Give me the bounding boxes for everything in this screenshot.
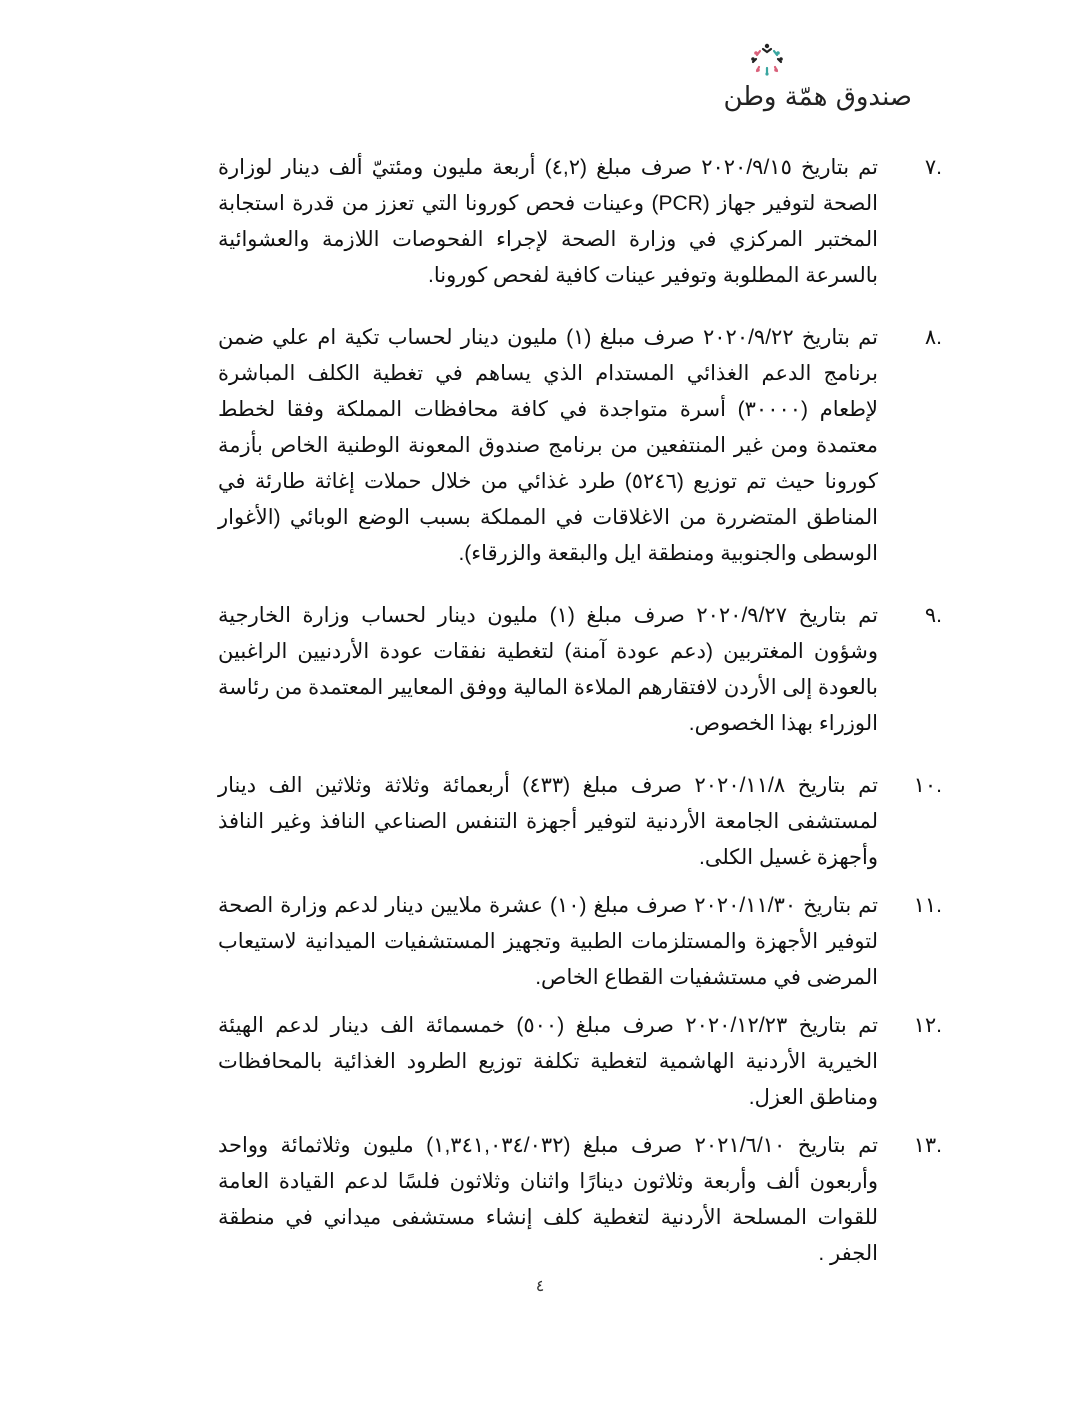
item-text: تم بتاريخ ٢٠٢٠/١١/٨ صرف مبلغ (٤٣٣) أربعمائة وثلاثة وثلاثين الف دينار لمستشفى الجامعة الأردنية لتوفير أجهزة التنفس الصناعي النافذ وغير النافذ وأجهزة غسيل الكلى. xyxy=(218,774,878,869)
list-item xyxy=(218,888,942,996)
item-number: .٩ xyxy=(924,604,942,627)
list-item xyxy=(218,768,942,876)
item-text: تم بتاريخ ٢٠٢٠/٩/٢٢ صرف مبلغ (١) مليون دينار لحساب تكية ام علي ضمن برنامج الدعم الغذائي المستدام الذي يساهم في تغطية الكلف المباشرة لإطعام (٣٠٠٠٠) أسرة متواجدة في كافة محافظات المملكة وفقا لخطط معتمدة ومن غير المنتفعين من برنامج صندوق المعونة الوطنية الخاص بأزمة كورونا حيث تم توزيع (٥٢٤٦) طرد غذائي من خلال حملات إغاثة طارئة في المناطق المتضررة من الاغلاقات في المملكة بسبب الوضع الوبائي (الأغوار الوسطى والجنوبية ومنطقة ايل والبقعة والزرقاء). xyxy=(218,326,878,565)
item-number: .١٣ xyxy=(913,1134,942,1157)
item-text: تم بتاريخ ٢٠٢٠/١٢/٢٣ صرف مبلغ (٥٠٠) خمسمائة الف دينار لدعم الهيئة الخيرية الأردنية الهاشمية لتغطية تكلفة توزيع الطرود الغذائية بالمحافظات ومناطق العزل. xyxy=(218,1014,878,1109)
item-text: تم بتاريخ ٢٠٢١/٦/١٠ صرف مبلغ (١,٣٤١,٠٣٤/٠٣٢) مليون وثلاثمائة وواحد وأربعون ألف وأربعة وثلاثون دينارًا واثنان وثلاثون فلسًا لدعم القيادة العامة للقوات المسلحة الأردنية لتغطية كلف إنشاء مستشفى ميداني في منطقة الجفر . xyxy=(218,1134,878,1265)
item-number: .١٢ xyxy=(913,1014,942,1037)
list-item xyxy=(218,150,942,294)
item-number: .١٠ xyxy=(913,774,942,797)
list-item xyxy=(218,598,942,742)
disbursement-list xyxy=(218,150,942,1272)
item-number: .١١ xyxy=(913,894,942,917)
item-text: تم بتاريخ ٢٠٢٠/٩/١٥ صرف مبلغ (٤,٢) أربعة مليون ومئتيّ ألف دينار لوزارة الصحة لتوفير جهاز (PCR) وعينات فحص كورونا التي تعزز من قدرة استجابة المختبر المركزي في وزارة الصحة لإجراء الفحوصات اللازمة والعشوائية بالسرعة المطلوبة وتوفير عينات كافية لفحص كورونا. xyxy=(218,156,878,287)
org-name: صندوق همّة وطن xyxy=(723,82,912,112)
item-text: تم بتاريخ ٢٠٢٠/٩/٢٧ صرف مبلغ (١) مليون دينار لحساب وزارة الخارجية وشؤون المغتربين (دعم عودة آمنة) لتغطية نفقات عودة الأردنيين الراغبين بالعودة إلى الأردن لافتقارهم الملاءة المالية ووفق المعايير المعتمدة من رئاسة الوزراء بهذا الخصوص. xyxy=(218,604,878,735)
page-number: ٤ xyxy=(535,1278,545,1295)
list-item xyxy=(218,1008,942,1116)
item-text: تم بتاريخ ٢٠٢٠/١١/٣٠ صرف مبلغ (١٠) عشرة ملايين دينار لدعم وزارة الصحة لتوفير الأجهزة والمستلزمات الطبية وتجهيز المستشفيات الميدانية لاستيعاب المرضى في مستشفيات القطاع الخاص. xyxy=(218,894,878,989)
list-item xyxy=(218,320,942,572)
item-number: .٨ xyxy=(924,326,942,349)
item-number: .٧ xyxy=(924,156,942,179)
list-item xyxy=(218,1128,942,1272)
org-logo xyxy=(723,42,912,132)
people-circle-logo-icon xyxy=(750,42,784,76)
